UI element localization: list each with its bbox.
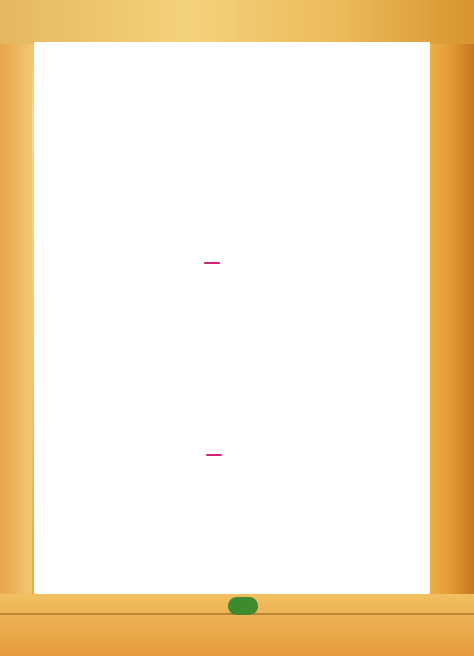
page-number	[228, 597, 258, 615]
right-decor-band	[426, 0, 474, 656]
figure2-caption-badge	[206, 454, 222, 456]
figure-1-17	[34, 42, 430, 594]
figure1-caption-badge	[204, 262, 220, 264]
content-page	[34, 42, 430, 594]
page-header	[0, 0, 474, 44]
left-decor-band	[0, 0, 32, 656]
